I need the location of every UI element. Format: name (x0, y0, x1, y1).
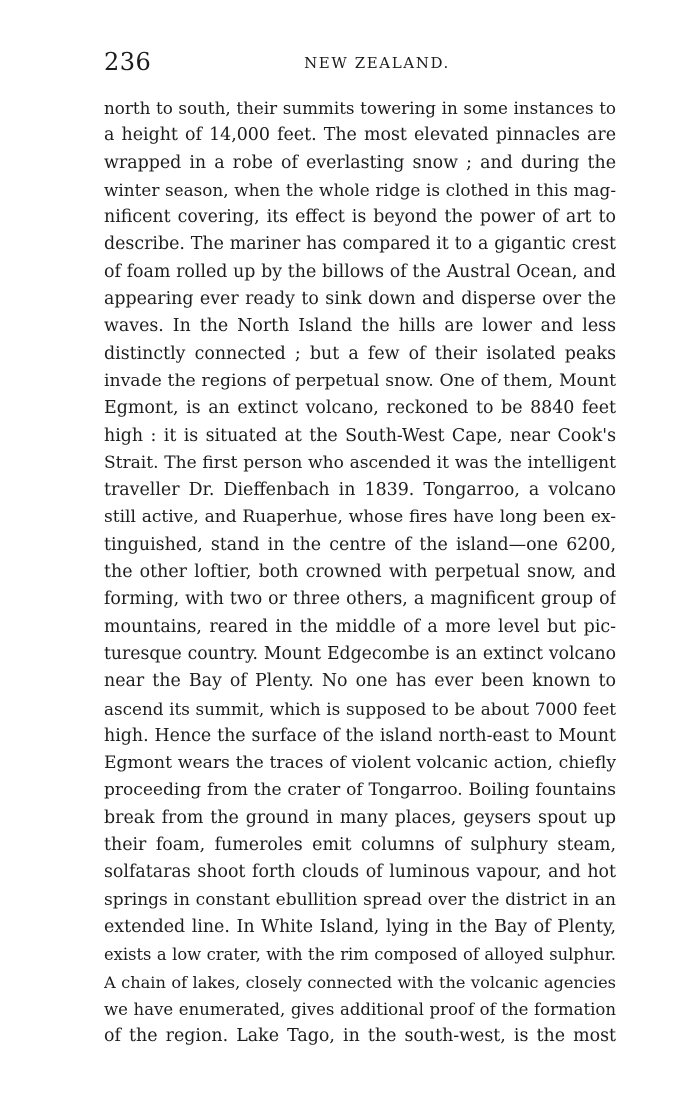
text-line: Strait. The first person who ascended it was the intelligent (104, 452, 616, 473)
text-line: appearing ever ready to sink down and disperse over the (104, 289, 616, 310)
text-line: we have enumerated, gives additional proof of the formation (104, 999, 616, 1019)
text-line: wrapped in a robe of everlasting snow ; and during the (104, 152, 616, 173)
text-line: describe. The mariner has compared it to a gigantic crest (104, 234, 616, 255)
text-line: the other loftier, both crowned with perpetual snow, and (104, 562, 616, 583)
text-line: traveller Dr. Dieffenbach in 1839. Tongarroo, a volcano (104, 480, 616, 501)
text-line: invade the regions of perpetual snow. One of them, Mount (104, 370, 616, 391)
running-title: NEW ZEALAND. (304, 54, 450, 72)
text-line: Egmont wears the traces of violent volcanic action, chiefly (104, 753, 616, 774)
text-line: distinctly connected ; but a few of their isolated peaks (104, 343, 616, 364)
text-line: waves. In the North Island the hills are lower and less (104, 316, 616, 337)
page-number: 236 (104, 48, 152, 76)
text-line: mountains, reared in the middle of a more level but pic- (104, 616, 616, 637)
text-line: springs in constant ebullition spread over the district in an (104, 889, 616, 910)
running-head (104, 44, 620, 80)
text-line: still active, and Ruaperhue, whose fires have long been ex- (104, 507, 616, 528)
text-line: extended line. In White Island, lying in the Bay of Plenty, (104, 916, 616, 937)
text-line: their foam, fumeroles emit columns of sulphury steam, (104, 835, 616, 856)
text-line: north to south, their summits towering in some instances to (104, 98, 616, 118)
text-line: tinguished, stand in the centre of the island—one 6200, (104, 534, 616, 555)
text-line: nificent covering, its effect is beyond the power of art to (104, 207, 616, 228)
text-line: of foam rolled up by the billows of the Austral Ocean, and (104, 261, 616, 282)
text-line: forming, with two or three others, a magnificent group of (104, 589, 616, 610)
text-line: solfataras shoot forth clouds of luminous vapour, and hot (104, 862, 616, 883)
text-line: ascend its summit, which is supposed to be about 7000 feet (104, 698, 616, 719)
text-line: high : it is situated at the South-West Cape, near Cook's (104, 425, 616, 446)
text-line: turesque country. Mount Edgecombe is an extinct volcano (104, 643, 616, 664)
text-line: high. Hence the surface of the island north-east to Mount (104, 725, 616, 746)
text-line: break from the ground in many places, geysers spout up (104, 807, 616, 828)
text-line: of the region. Lake Tago, in the south-west, is the most (104, 1026, 616, 1047)
text-line: exists a low crater, with the rim composed of alloyed sulphur. (104, 945, 616, 965)
text-line: a height of 14,000 feet. The most elevated pinnacles are (104, 125, 616, 146)
text-line: Egmont, is an extinct volcano, reckoned to be 8840 feet (104, 398, 616, 419)
text-line: near the Bay of Plenty. No one has ever been known to (104, 671, 616, 692)
text-line: proceeding from the crater of Tongarroo. Boiling fountains (104, 780, 616, 801)
body-text (104, 95, 616, 1050)
text-line: A chain of lakes, closely connected with the volcanic agencies (104, 972, 616, 992)
text-line: winter season, when the whole ridge is clothed in this mag- (104, 179, 616, 200)
